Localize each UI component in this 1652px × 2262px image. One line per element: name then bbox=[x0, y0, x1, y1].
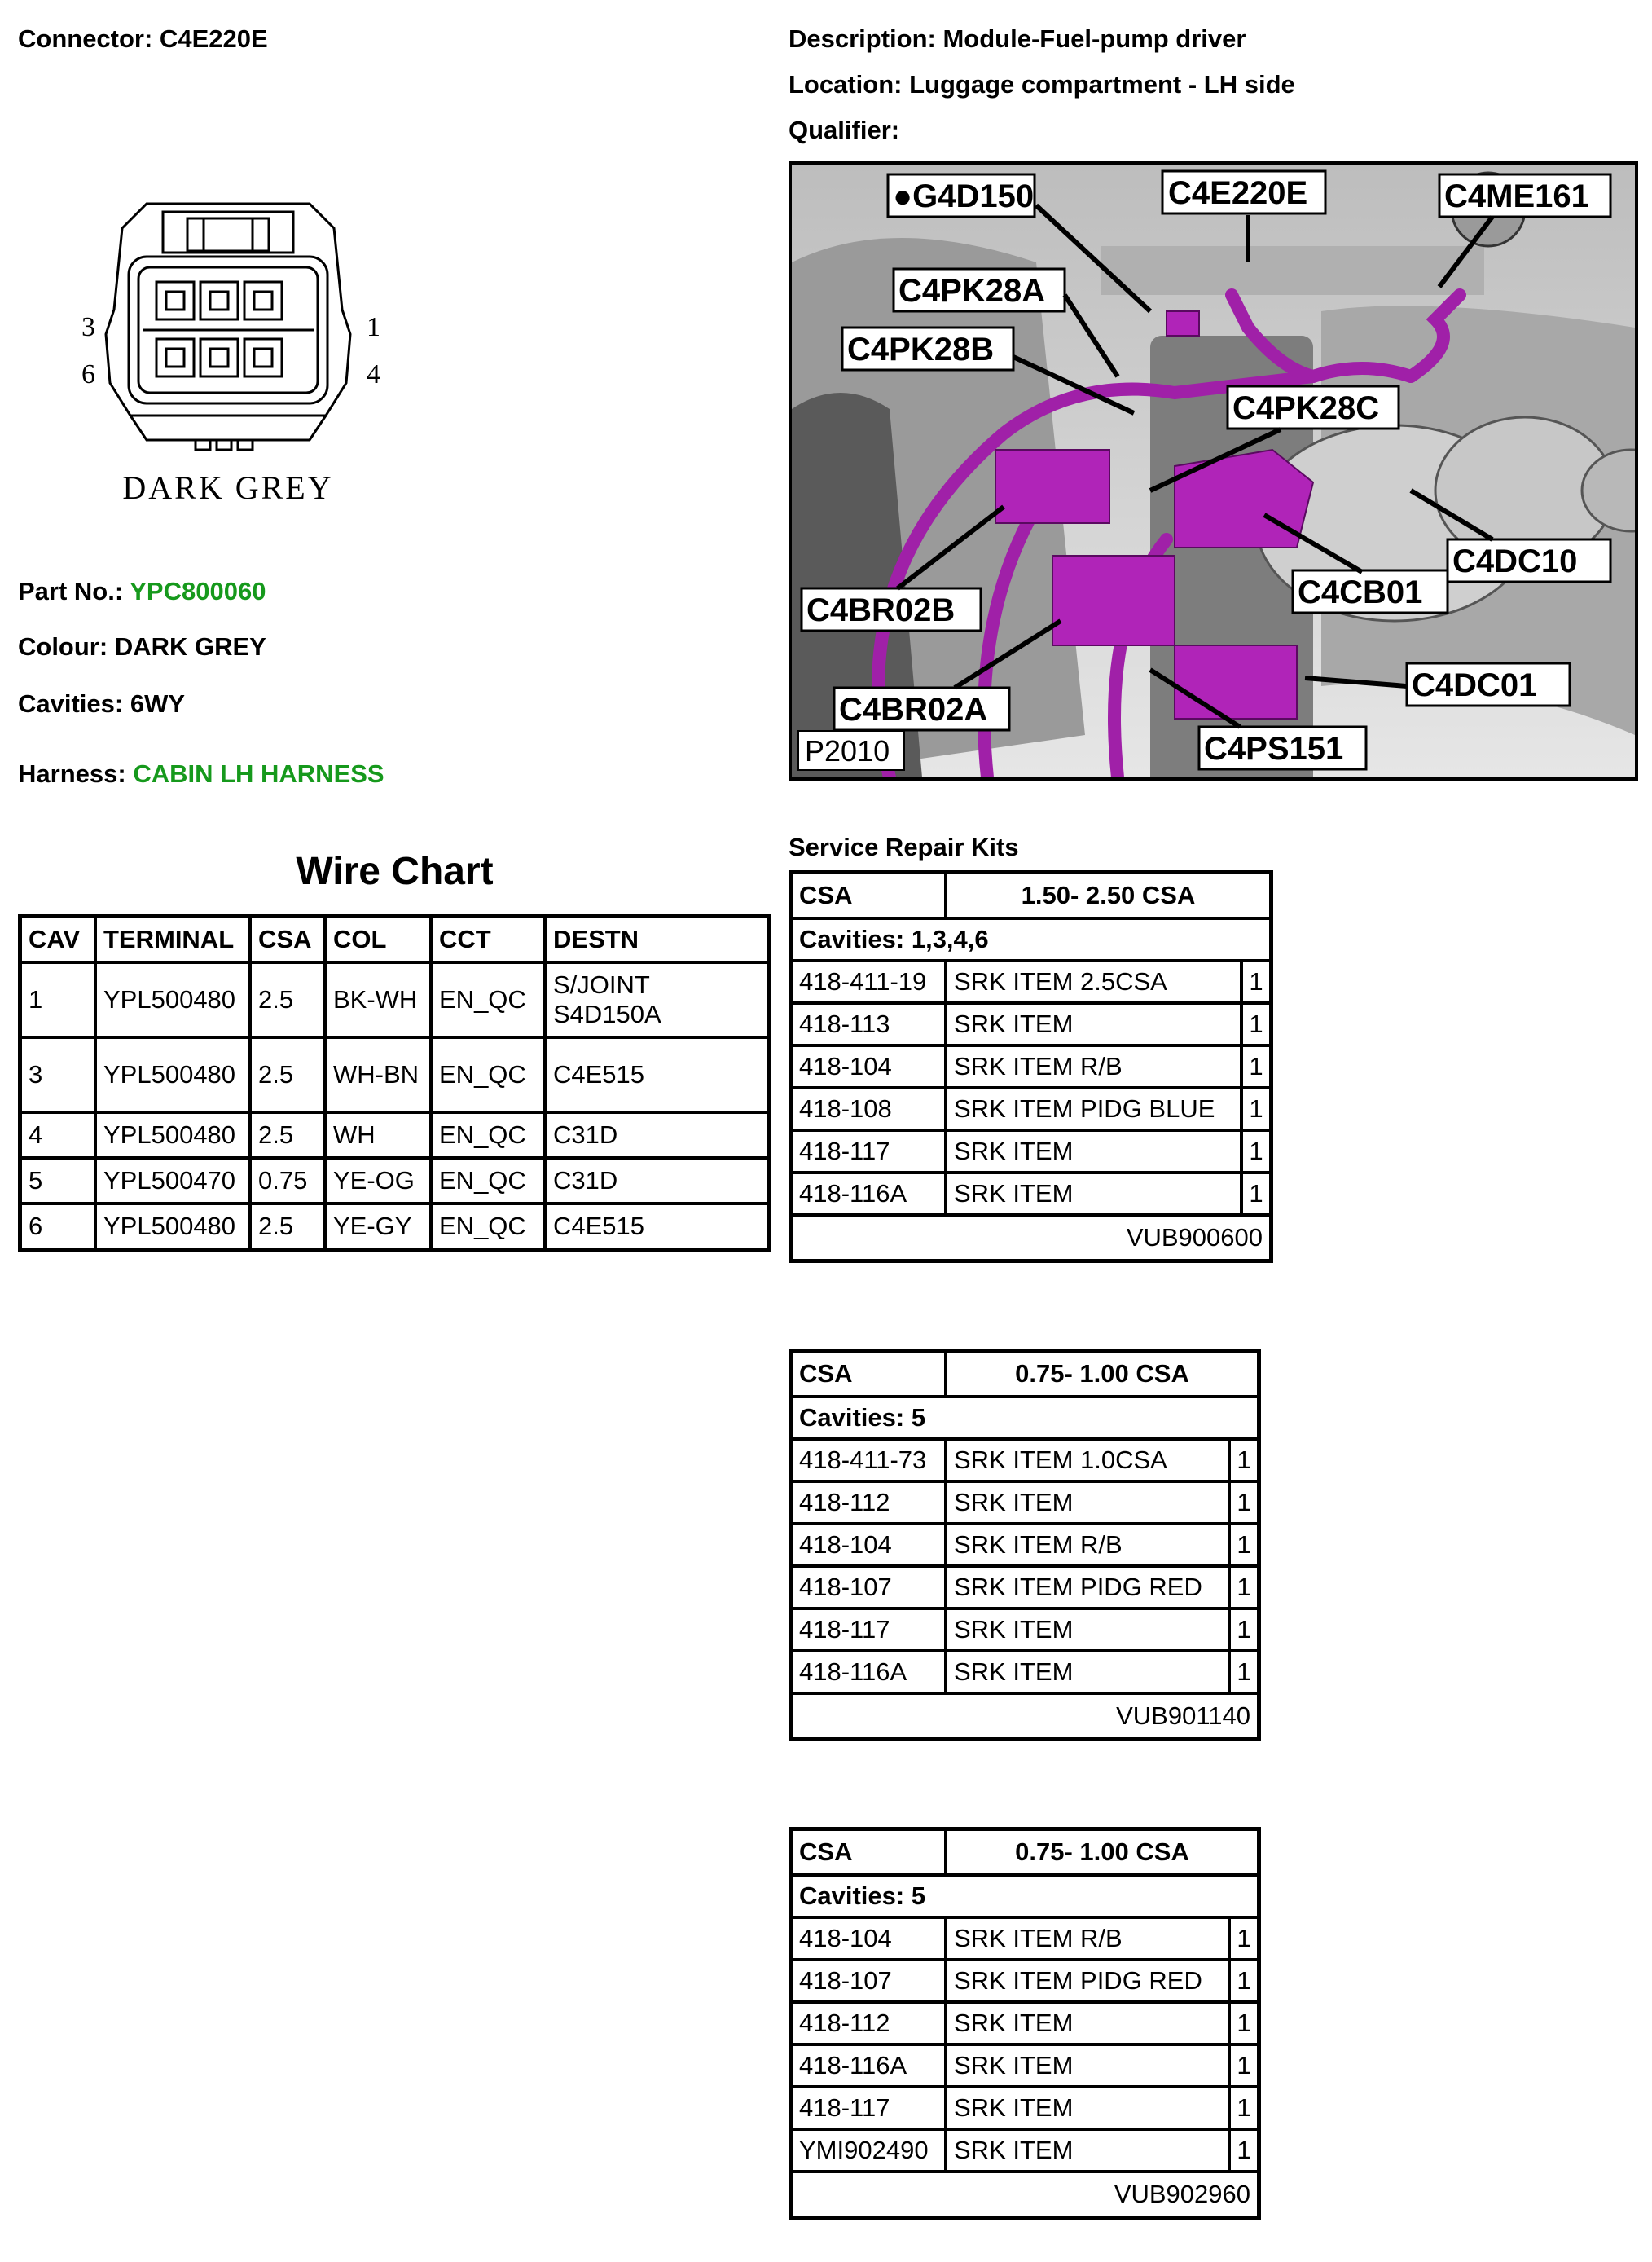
harness-row bbox=[18, 759, 384, 789]
srk-footer-row bbox=[791, 1693, 1259, 1740]
col-header-destn: DESTN bbox=[545, 917, 770, 963]
srk-footer-row bbox=[791, 2172, 1259, 2218]
srk-cavities: Cavities: 5 bbox=[791, 1397, 1259, 1439]
srk-part: 418-112 bbox=[791, 1481, 947, 1524]
srk-desc: SRK ITEM bbox=[946, 2002, 1229, 2044]
srk-csa-label: CSA bbox=[791, 1829, 947, 1876]
cell-terminal: YPL500480 bbox=[95, 962, 250, 1037]
srk-csa-label: CSA bbox=[791, 1351, 947, 1397]
srk-part: YMI902490 bbox=[791, 2129, 947, 2172]
srk-cavities: Cavities: 5 bbox=[791, 1875, 1259, 1917]
cell-cct: EN_QC bbox=[431, 1204, 545, 1250]
srk-desc: SRK ITEM R/B bbox=[946, 1045, 1241, 1088]
srk-header-row bbox=[791, 873, 1272, 919]
qualifier-label: Qualifier: bbox=[789, 116, 900, 144]
srk-desc: SRK ITEM PIDG RED bbox=[946, 1566, 1229, 1608]
cell-cct: EN_QC bbox=[431, 1037, 545, 1112]
srk-qty: 1 bbox=[1241, 1173, 1272, 1215]
srk-qty: 1 bbox=[1229, 1524, 1259, 1566]
cell-col: YE-GY bbox=[325, 1204, 431, 1250]
col-header-csa: CSA bbox=[250, 917, 325, 963]
srk-csa-range: 0.75- 1.00 CSA bbox=[946, 1829, 1259, 1876]
srk-desc: SRK ITEM R/B bbox=[946, 1917, 1229, 1960]
srk-qty: 1 bbox=[1229, 1481, 1259, 1524]
callout-c4br02a: C4BR02A bbox=[839, 692, 988, 728]
table-row bbox=[20, 1158, 770, 1204]
srk-desc: SRK ITEM bbox=[946, 1608, 1229, 1651]
srk-qty: 1 bbox=[1241, 1088, 1272, 1130]
harness-label: Harness: bbox=[18, 759, 126, 788]
srk-cavities-row bbox=[791, 918, 1272, 961]
cell-cct: EN_QC bbox=[431, 962, 545, 1037]
cell-cct: EN_QC bbox=[431, 1112, 545, 1158]
table-row bbox=[791, 1608, 1259, 1651]
cell-destn: S/JOINT S4D150A bbox=[545, 962, 770, 1037]
srk-kit-number: VUB901140 bbox=[791, 1693, 1259, 1740]
srk-part: 418-116A bbox=[791, 1173, 947, 1215]
srk-desc: SRK ITEM PIDG RED bbox=[946, 1960, 1229, 2002]
srk-kit-number: VUB900600 bbox=[791, 1215, 1272, 1261]
callout-c4dc01: C4DC01 bbox=[1412, 667, 1537, 703]
srk-desc: SRK ITEM bbox=[946, 1003, 1241, 1045]
cell-csa: 2.5 bbox=[250, 1037, 325, 1112]
srk-kit-number: VUB902960 bbox=[791, 2172, 1259, 2218]
callout-c4me161: C4ME161 bbox=[1444, 178, 1589, 214]
connector-colour-caption: DARK GREY bbox=[122, 469, 334, 506]
table-row bbox=[791, 2002, 1259, 2044]
connector-label: Connector: C4E220E bbox=[18, 24, 268, 53]
srk-qty: 1 bbox=[1229, 1651, 1259, 1693]
cell-cav: 3 bbox=[20, 1037, 96, 1112]
cell-csa: 2.5 bbox=[250, 1204, 325, 1250]
wire-chart-header-row bbox=[20, 917, 770, 963]
callout-c4cb01: C4CB01 bbox=[1298, 574, 1423, 610]
callout-c4br02b: C4BR02B bbox=[806, 592, 956, 628]
cell-col: WH-BN bbox=[325, 1037, 431, 1112]
srk-part: 418-117 bbox=[791, 1608, 947, 1651]
cell-col: BK-WH bbox=[325, 962, 431, 1037]
cell-terminal: YPL500480 bbox=[95, 1037, 250, 1112]
cell-csa: 0.75 bbox=[250, 1158, 325, 1204]
cell-cav: 4 bbox=[20, 1112, 96, 1158]
srk-qty: 1 bbox=[1229, 2044, 1259, 2087]
srk-qty: 1 bbox=[1241, 1130, 1272, 1173]
part-no-link[interactable]: YPC800060 bbox=[130, 577, 266, 605]
callout-g4d150: ●G4D150 bbox=[893, 178, 1035, 214]
table-row bbox=[791, 1003, 1272, 1045]
srk-desc: SRK ITEM bbox=[946, 1651, 1229, 1693]
srk-part: 418-113 bbox=[791, 1003, 947, 1045]
pin-label-6: 6 bbox=[81, 359, 95, 389]
srk-qty: 1 bbox=[1229, 1566, 1259, 1608]
srk-part: 418-411-73 bbox=[791, 1439, 947, 1481]
table-row bbox=[791, 2087, 1259, 2129]
cell-cct: EN_QC bbox=[431, 1158, 545, 1204]
table-row bbox=[791, 1651, 1259, 1693]
cell-cav: 6 bbox=[20, 1204, 96, 1250]
srk-desc: SRK ITEM R/B bbox=[946, 1524, 1229, 1566]
srk-qty: 1 bbox=[1241, 1003, 1272, 1045]
srk-part: 418-107 bbox=[791, 1960, 947, 2002]
table-row bbox=[791, 1524, 1259, 1566]
table-row bbox=[791, 2044, 1259, 2087]
srk-qty: 1 bbox=[1229, 1960, 1259, 2002]
col-header-cct: CCT bbox=[431, 917, 545, 963]
callout-c4e220e: C4E220E bbox=[1168, 175, 1308, 211]
cavities-value: 6WY bbox=[130, 689, 186, 718]
srk-qty: 1 bbox=[1229, 2087, 1259, 2129]
callout-c4pk28c: C4PK28C bbox=[1232, 390, 1380, 426]
part-no-row bbox=[18, 577, 266, 606]
connector-face-diagram bbox=[57, 196, 399, 521]
cell-terminal: YPL500470 bbox=[95, 1158, 250, 1204]
cell-cav: 1 bbox=[20, 962, 96, 1037]
callout-c4ps151: C4PS151 bbox=[1204, 731, 1344, 767]
cell-destn: C4E515 bbox=[545, 1204, 770, 1250]
srk-desc: SRK ITEM bbox=[946, 1481, 1229, 1524]
table-row bbox=[791, 1566, 1259, 1608]
harness-link[interactable]: CABIN LH HARNESS bbox=[133, 759, 384, 788]
cell-csa: 2.5 bbox=[250, 962, 325, 1037]
pin-label-3: 3 bbox=[81, 312, 95, 342]
cell-cav: 5 bbox=[20, 1158, 96, 1204]
srk-kit-table-3 bbox=[789, 1827, 1261, 2220]
srk-cavities-row bbox=[791, 1397, 1259, 1439]
part-no-label: Part No.: bbox=[18, 577, 124, 605]
srk-part: 418-116A bbox=[791, 1651, 947, 1693]
cell-csa: 2.5 bbox=[250, 1112, 325, 1158]
srk-cavities: Cavities: 1,3,4,6 bbox=[791, 918, 1272, 961]
table-row bbox=[791, 1960, 1259, 2002]
table-row bbox=[791, 1088, 1272, 1130]
srk-desc: SRK ITEM bbox=[946, 2044, 1229, 2087]
callout-c4pk28a: C4PK28A bbox=[898, 273, 1046, 309]
table-row bbox=[20, 962, 770, 1037]
srk-desc: SRK ITEM bbox=[946, 1130, 1241, 1173]
srk-header-row bbox=[791, 1351, 1259, 1397]
srk-part: 418-104 bbox=[791, 1917, 947, 1960]
table-row bbox=[20, 1204, 770, 1250]
srk-qty: 1 bbox=[1229, 1608, 1259, 1651]
colour-row bbox=[18, 632, 266, 662]
srk-qty: 1 bbox=[1229, 1917, 1259, 1960]
photo-code: P2010 bbox=[805, 734, 890, 768]
table-row bbox=[791, 961, 1272, 1003]
cell-terminal: YPL500480 bbox=[95, 1112, 250, 1158]
pin-label-4: 4 bbox=[367, 359, 380, 389]
cell-terminal: YPL500480 bbox=[95, 1204, 250, 1250]
srk-kit-table-1 bbox=[789, 870, 1273, 1263]
table-row bbox=[791, 1045, 1272, 1088]
wire-chart-title: Wire Chart bbox=[296, 850, 494, 893]
wire-chart-table bbox=[18, 914, 771, 1252]
description-label: Description: Module-Fuel-pump driver bbox=[789, 24, 1246, 53]
table-row bbox=[791, 1917, 1259, 1960]
srk-desc: SRK ITEM bbox=[946, 2087, 1229, 2129]
srk-title: Service Repair Kits bbox=[789, 833, 1019, 861]
srk-kit-table-2 bbox=[789, 1349, 1261, 1741]
table-row bbox=[791, 1481, 1259, 1524]
srk-part: 418-116A bbox=[791, 2044, 947, 2087]
col-header-cav: CAV bbox=[20, 917, 96, 963]
srk-desc: SRK ITEM 2.5CSA bbox=[946, 961, 1241, 1003]
location-label: Location: Luggage compartment - LH side bbox=[789, 70, 1295, 99]
table-row bbox=[20, 1112, 770, 1158]
cavities-label: Cavities: bbox=[18, 689, 124, 718]
table-row bbox=[20, 1037, 770, 1112]
pin-label-1: 1 bbox=[367, 312, 380, 342]
table-row bbox=[791, 1173, 1272, 1215]
cell-destn: C31D bbox=[545, 1112, 770, 1158]
srk-qty: 1 bbox=[1229, 2002, 1259, 2044]
callout-c4dc10: C4DC10 bbox=[1452, 543, 1578, 579]
srk-qty: 1 bbox=[1241, 961, 1272, 1003]
cell-col: YE-OG bbox=[325, 1158, 431, 1204]
callout-c4pk28b: C4PK28B bbox=[847, 332, 995, 367]
srk-desc: SRK ITEM bbox=[946, 2129, 1229, 2172]
location-photo bbox=[789, 161, 1638, 781]
colour-label: Colour: bbox=[18, 632, 108, 661]
srk-cavities-row bbox=[791, 1875, 1259, 1917]
srk-part: 418-104 bbox=[791, 1045, 947, 1088]
srk-desc: SRK ITEM bbox=[946, 1173, 1241, 1215]
table-row bbox=[791, 1130, 1272, 1173]
cell-destn: C4E515 bbox=[545, 1037, 770, 1112]
srk-header-row bbox=[791, 1829, 1259, 1876]
srk-qty: 1 bbox=[1229, 2129, 1259, 2172]
colour-value: DARK GREY bbox=[114, 632, 266, 661]
table-row bbox=[791, 1439, 1259, 1481]
col-header-terminal: TERMINAL bbox=[95, 917, 250, 963]
cell-destn: C31D bbox=[545, 1158, 770, 1204]
cavities-row bbox=[18, 689, 185, 719]
srk-footer-row bbox=[791, 1215, 1272, 1261]
srk-qty: 1 bbox=[1241, 1045, 1272, 1088]
srk-csa-range: 0.75- 1.00 CSA bbox=[946, 1351, 1259, 1397]
srk-part: 418-117 bbox=[791, 2087, 947, 2129]
srk-desc: SRK ITEM PIDG BLUE bbox=[946, 1088, 1241, 1130]
srk-part: 418-112 bbox=[791, 2002, 947, 2044]
srk-csa-range: 1.50- 2.50 CSA bbox=[946, 873, 1272, 919]
srk-part: 418-117 bbox=[791, 1130, 947, 1173]
srk-part: 418-104 bbox=[791, 1524, 947, 1566]
srk-desc: SRK ITEM 1.0CSA bbox=[946, 1439, 1229, 1481]
srk-part: 418-108 bbox=[791, 1088, 947, 1130]
table-row bbox=[791, 2129, 1259, 2172]
cell-col: WH bbox=[325, 1112, 431, 1158]
srk-part: 418-411-19 bbox=[791, 961, 947, 1003]
col-header-col: COL bbox=[325, 917, 431, 963]
srk-part: 418-107 bbox=[791, 1566, 947, 1608]
srk-qty: 1 bbox=[1229, 1439, 1259, 1481]
srk-csa-label: CSA bbox=[791, 873, 947, 919]
